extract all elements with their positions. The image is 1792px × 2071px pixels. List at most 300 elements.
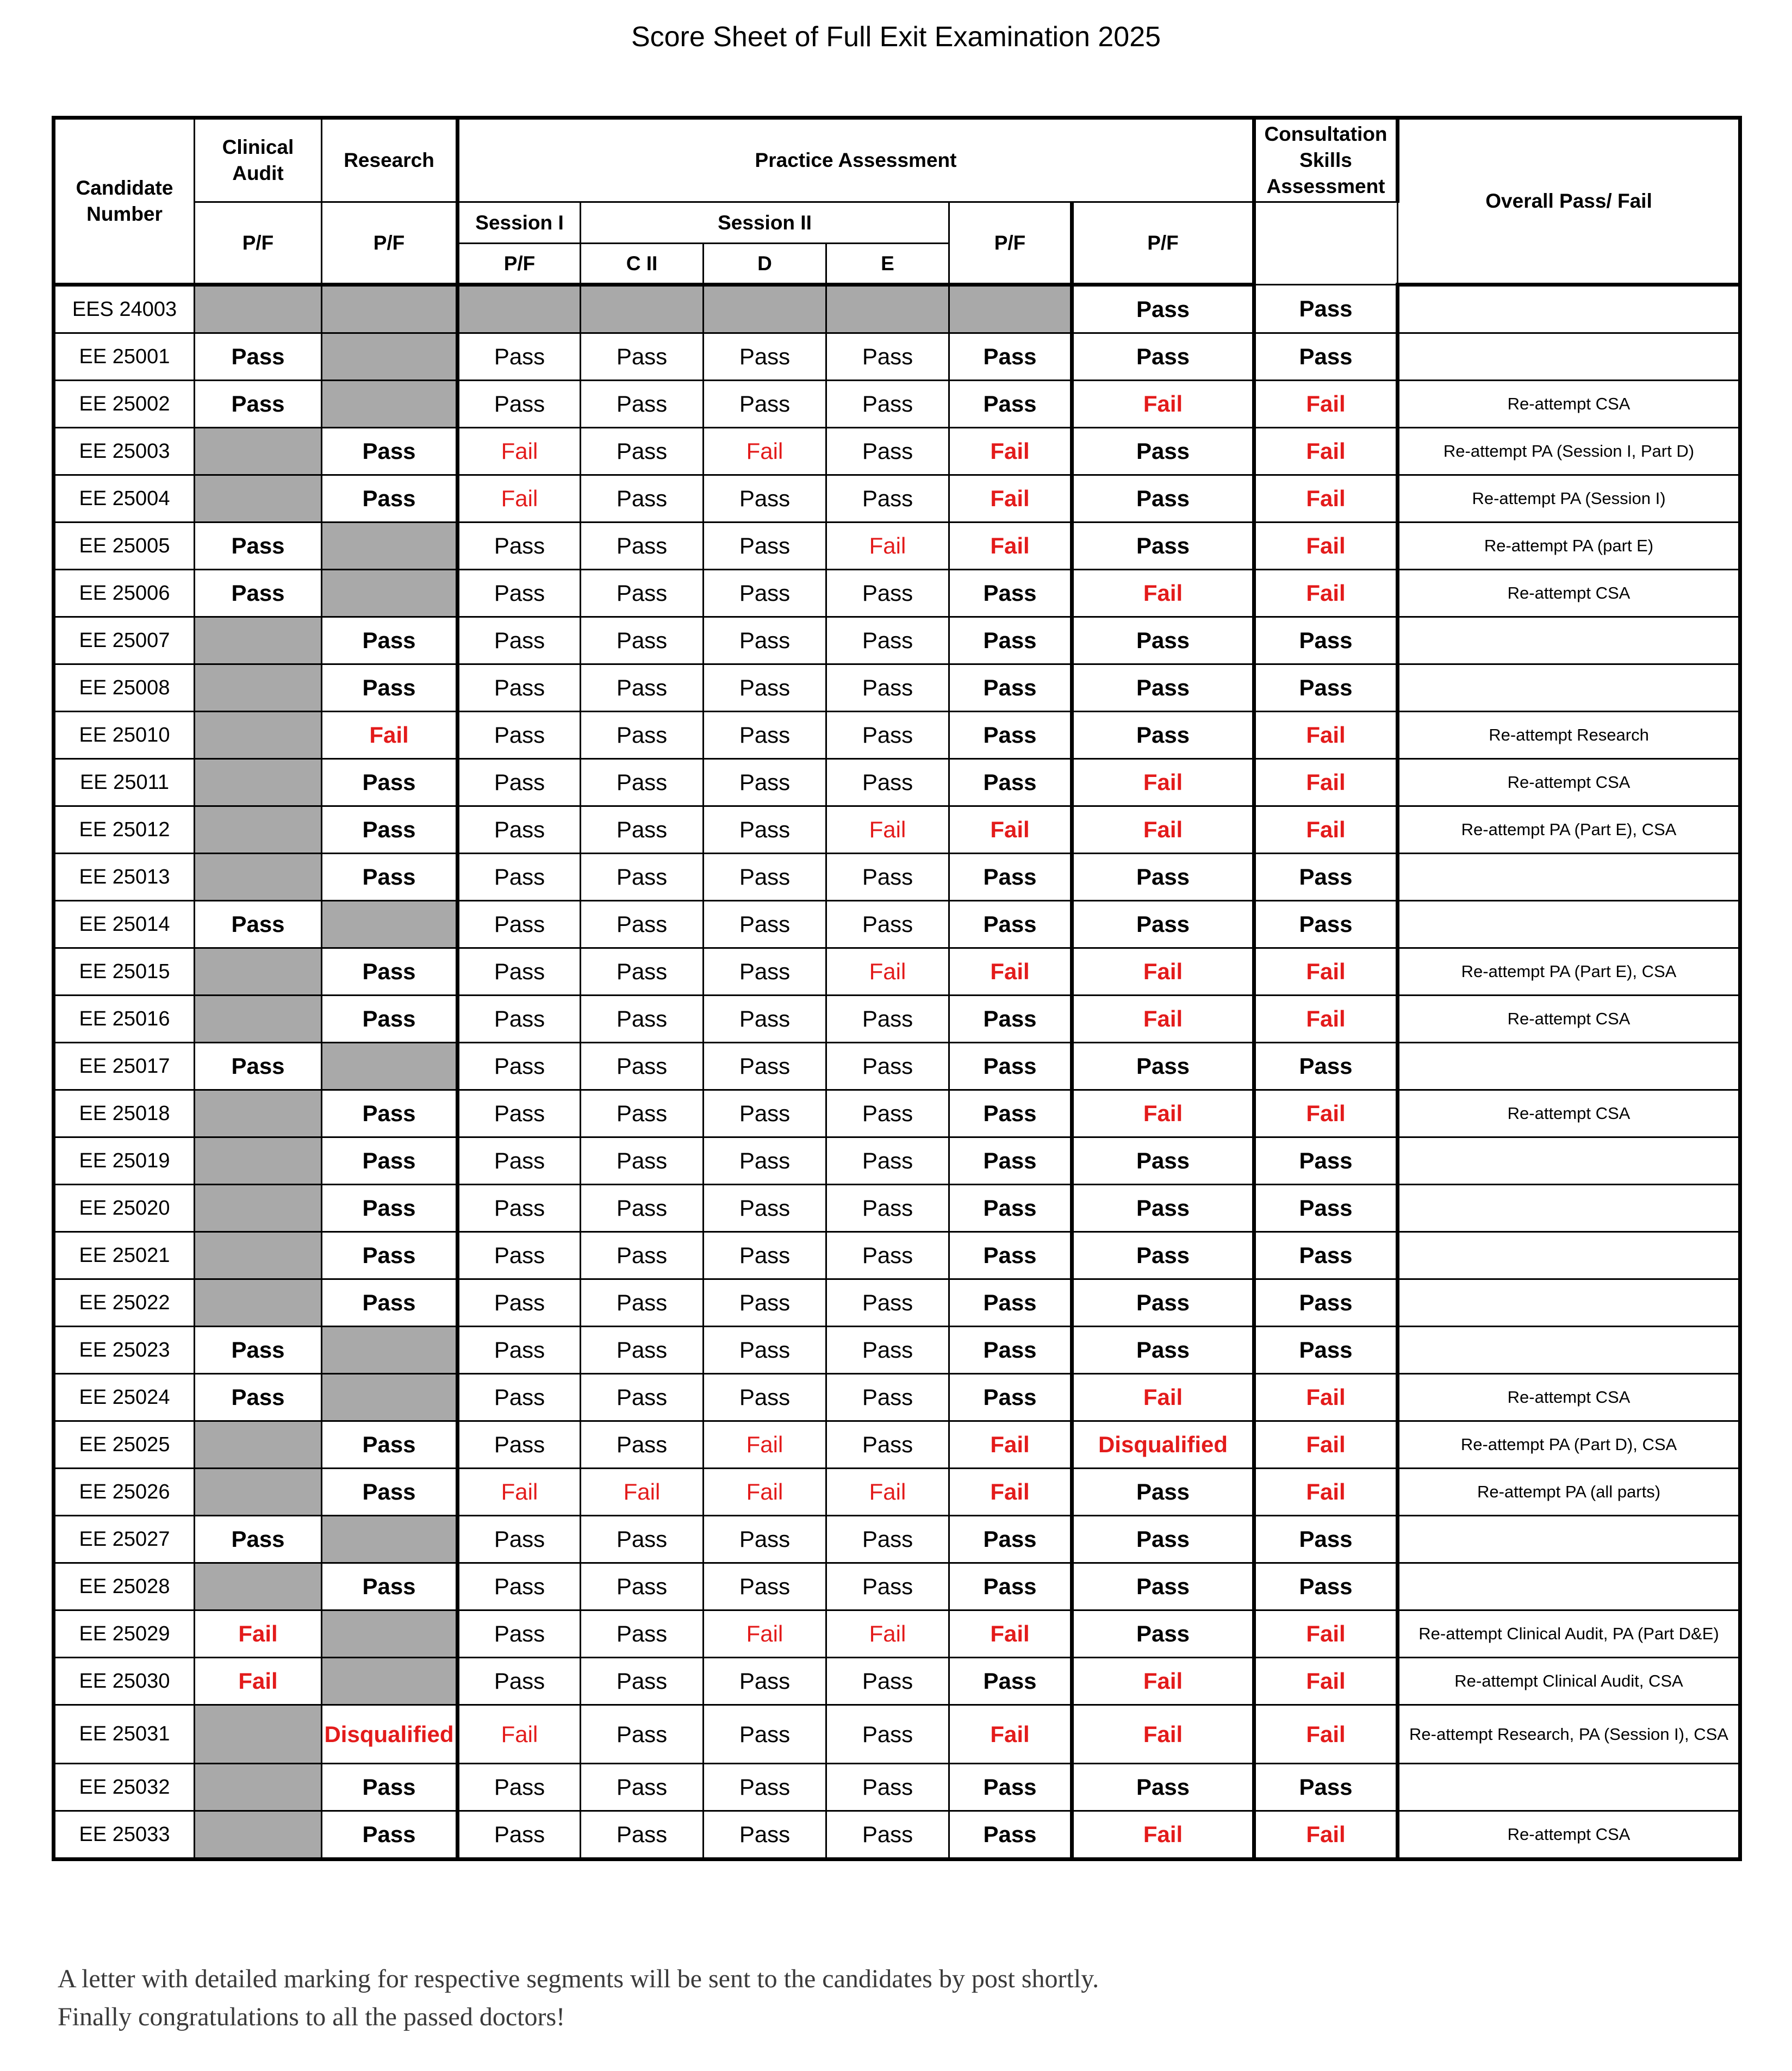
clinical-audit-cell: Pass — [195, 901, 322, 948]
practice-assessment-cell: Pass — [949, 1811, 1072, 1859]
d-cell: Fail — [704, 1610, 826, 1658]
clinical-audit-cell: Fail — [195, 1658, 322, 1705]
table-row — [54, 1137, 1740, 1185]
e-cell: Pass — [826, 996, 949, 1043]
candidate-number-cell: EE 25006 — [54, 570, 195, 617]
session-1-cell: Pass — [458, 523, 581, 570]
clinical-audit-cell — [195, 996, 322, 1043]
research-cell: Pass — [322, 996, 458, 1043]
c2-cell: Pass — [581, 854, 704, 901]
clinical-audit-cell — [195, 1232, 322, 1279]
remarks-cell — [1398, 1764, 1740, 1811]
csa-cell: Pass — [1072, 1327, 1254, 1374]
e-cell: Fail — [826, 523, 949, 570]
practice-assessment-cell: Fail — [949, 475, 1072, 523]
candidate-number-cell: EE 25032 — [54, 1764, 195, 1811]
e-cell: Pass — [826, 381, 949, 428]
table-row — [54, 806, 1740, 854]
table-row — [54, 333, 1740, 381]
overall-cell: Pass — [1254, 1279, 1398, 1327]
practice-assessment-cell: Pass — [949, 1232, 1072, 1279]
session-1-cell: Pass — [458, 1610, 581, 1658]
overall-cell: Pass — [1254, 333, 1398, 381]
csa-cell: Pass — [1072, 1610, 1254, 1658]
e-cell: Pass — [826, 712, 949, 759]
d-cell: Fail — [704, 428, 826, 475]
practice-assessment-cell: Fail — [949, 1469, 1072, 1516]
c2-cell: Pass — [581, 333, 704, 381]
score-table — [52, 116, 1742, 1861]
candidate-number-cell: EE 25021 — [54, 1232, 195, 1279]
header-e: E — [826, 244, 949, 285]
candidate-number-cell: EE 25033 — [54, 1811, 195, 1859]
practice-assessment-cell: Pass — [949, 1137, 1072, 1185]
remarks-cell: Re-attempt PA (Part E), CSA — [1398, 948, 1740, 996]
d-cell: Pass — [704, 759, 826, 806]
d-cell: Fail — [704, 1469, 826, 1516]
table-row — [54, 617, 1740, 664]
remarks-cell: Re-attempt Research — [1398, 712, 1740, 759]
c2-cell: Pass — [581, 1374, 704, 1421]
practice-assessment-cell: Fail — [949, 523, 1072, 570]
session-1-cell: Pass — [458, 1764, 581, 1811]
remarks-cell — [1398, 1232, 1740, 1279]
d-cell: Pass — [704, 570, 826, 617]
clinical-audit-cell: Pass — [195, 570, 322, 617]
overall-cell: Pass — [1254, 1327, 1398, 1374]
clinical-audit-cell — [195, 1185, 322, 1232]
header-candidate-number: Candidate Number — [54, 118, 195, 285]
remarks-cell: Re-attempt PA (part E) — [1398, 523, 1740, 570]
csa-cell: Pass — [1072, 1137, 1254, 1185]
candidate-number-cell: EE 25028 — [54, 1563, 195, 1610]
session-1-cell: Pass — [458, 1421, 581, 1469]
practice-assessment-cell: Pass — [949, 901, 1072, 948]
practice-assessment-cell: Pass — [949, 712, 1072, 759]
header-clinical-audit-pf: P/F — [195, 202, 322, 285]
e-cell: Pass — [826, 475, 949, 523]
overall-cell: Fail — [1254, 806, 1398, 854]
c2-cell: Pass — [581, 806, 704, 854]
practice-assessment-cell: Pass — [949, 333, 1072, 381]
research-cell: Pass — [322, 948, 458, 996]
candidate-number-cell: EE 25001 — [54, 333, 195, 381]
c2-cell: Pass — [581, 1764, 704, 1811]
csa-cell: Pass — [1072, 1185, 1254, 1232]
remarks-cell: Re-attempt CSA — [1398, 759, 1740, 806]
d-cell: Pass — [704, 475, 826, 523]
research-cell: Fail — [322, 712, 458, 759]
session-1-cell: Pass — [458, 759, 581, 806]
candidate-number-cell: EE 25004 — [54, 475, 195, 523]
clinical-audit-cell: Pass — [195, 333, 322, 381]
csa-cell: Pass — [1072, 664, 1254, 712]
c2-cell: Pass — [581, 523, 704, 570]
table-row — [54, 523, 1740, 570]
overall-cell: Pass — [1254, 1043, 1398, 1090]
research-cell: Pass — [322, 1232, 458, 1279]
d-cell: Pass — [704, 1374, 826, 1421]
e-cell: Pass — [826, 1658, 949, 1705]
csa-cell: Pass — [1072, 1043, 1254, 1090]
clinical-audit-cell: Fail — [195, 1610, 322, 1658]
clinical-audit-cell — [195, 948, 322, 996]
session-1-cell: Pass — [458, 1658, 581, 1705]
d-cell: Pass — [704, 1705, 826, 1764]
table-row — [54, 1279, 1740, 1327]
practice-assessment-cell: Pass — [949, 1043, 1072, 1090]
remarks-cell: Re-attempt CSA — [1398, 1374, 1740, 1421]
research-cell — [322, 570, 458, 617]
session-1-cell: Fail — [458, 428, 581, 475]
clinical-audit-cell: Pass — [195, 523, 322, 570]
remarks-cell — [1398, 901, 1740, 948]
session-1-cell: Fail — [458, 1469, 581, 1516]
csa-cell: Disqualified — [1072, 1421, 1254, 1469]
csa-cell: Fail — [1072, 996, 1254, 1043]
d-cell: Pass — [704, 1327, 826, 1374]
score-table-body — [54, 285, 1740, 1859]
table-row — [54, 1327, 1740, 1374]
candidate-number-cell: EE 25020 — [54, 1185, 195, 1232]
e-cell: Pass — [826, 1043, 949, 1090]
research-cell: Pass — [322, 428, 458, 475]
research-cell — [322, 1610, 458, 1658]
remarks-cell: Re-attempt PA (Part D), CSA — [1398, 1421, 1740, 1469]
c2-cell: Pass — [581, 948, 704, 996]
candidate-number-cell: EE 25031 — [54, 1705, 195, 1764]
overall-cell: Pass — [1254, 285, 1398, 333]
table-row — [54, 1563, 1740, 1610]
c2-cell: Pass — [581, 381, 704, 428]
d-cell: Pass — [704, 901, 826, 948]
csa-cell: Pass — [1072, 523, 1254, 570]
overall-cell: Fail — [1254, 948, 1398, 996]
overall-cell: Fail — [1254, 570, 1398, 617]
table-row — [54, 759, 1740, 806]
e-cell: Pass — [826, 1090, 949, 1137]
csa-cell: Pass — [1072, 1764, 1254, 1811]
e-cell: Pass — [826, 570, 949, 617]
table-row — [54, 1811, 1740, 1859]
practice-assessment-cell: Fail — [949, 1610, 1072, 1658]
footer-note: A letter with detailed marking for respective segments will be sent to the candidates by post shortly. — [58, 1964, 1099, 1993]
csa-cell: Fail — [1072, 381, 1254, 428]
table-row — [54, 1185, 1740, 1232]
e-cell: Pass — [826, 759, 949, 806]
header-session-1: Session I — [458, 202, 581, 244]
table-row — [54, 901, 1740, 948]
overall-cell: Fail — [1254, 759, 1398, 806]
overall-cell: Fail — [1254, 1610, 1398, 1658]
c2-cell: Pass — [581, 712, 704, 759]
remarks-cell: Re-attempt PA (Part E), CSA — [1398, 806, 1740, 854]
e-cell: Pass — [826, 901, 949, 948]
csa-cell: Pass — [1072, 1469, 1254, 1516]
candidate-number-cell: EE 25005 — [54, 523, 195, 570]
session-1-cell: Pass — [458, 1185, 581, 1232]
practice-assessment-cell: Pass — [949, 1658, 1072, 1705]
table-row — [54, 1705, 1740, 1764]
session-1-cell: Pass — [458, 664, 581, 712]
research-cell: Pass — [322, 475, 458, 523]
clinical-audit-cell — [195, 1811, 322, 1859]
candidate-number-cell: EE 25010 — [54, 712, 195, 759]
remarks-cell — [1398, 1279, 1740, 1327]
practice-assessment-cell: Fail — [949, 806, 1072, 854]
overall-cell: Fail — [1254, 1374, 1398, 1421]
practice-assessment-cell: Fail — [949, 1421, 1072, 1469]
table-row — [54, 996, 1740, 1043]
c2-cell: Pass — [581, 901, 704, 948]
candidate-number-cell: EE 25008 — [54, 664, 195, 712]
csa-cell: Pass — [1072, 333, 1254, 381]
remarks-cell: Re-attempt Clinical Audit, PA (Part D&E) — [1398, 1610, 1740, 1658]
e-cell: Pass — [826, 1421, 949, 1469]
csa-cell: Pass — [1072, 854, 1254, 901]
clinical-audit-cell: Pass — [195, 1374, 322, 1421]
page-title: Score Sheet of Full Exit Examination 2025 — [631, 21, 1161, 53]
clinical-audit-cell — [195, 1279, 322, 1327]
c2-cell: Pass — [581, 570, 704, 617]
practice-assessment-cell: Pass — [949, 854, 1072, 901]
candidate-number-cell: EE 25022 — [54, 1279, 195, 1327]
d-cell: Pass — [704, 1232, 826, 1279]
c2-cell: Pass — [581, 664, 704, 712]
research-cell — [322, 901, 458, 948]
overall-cell: Fail — [1254, 428, 1398, 475]
e-cell: Pass — [826, 1279, 949, 1327]
session-1-cell: Pass — [458, 333, 581, 381]
d-cell: Pass — [704, 333, 826, 381]
overall-cell: Fail — [1254, 1658, 1398, 1705]
session-1-cell: Fail — [458, 1705, 581, 1764]
d-cell — [704, 285, 826, 333]
table-row — [54, 664, 1740, 712]
candidate-number-cell: EE 25025 — [54, 1421, 195, 1469]
c2-cell: Pass — [581, 475, 704, 523]
session-1-cell: Pass — [458, 996, 581, 1043]
e-cell: Pass — [826, 664, 949, 712]
header-overall: Overall Pass/ Fail — [1398, 118, 1740, 285]
csa-cell: Pass — [1072, 712, 1254, 759]
clinical-audit-cell — [195, 1764, 322, 1811]
session-1-cell: Fail — [458, 475, 581, 523]
e-cell: Pass — [826, 617, 949, 664]
d-cell: Pass — [704, 381, 826, 428]
clinical-audit-cell — [195, 664, 322, 712]
overall-cell: Pass — [1254, 854, 1398, 901]
session-1-cell: Pass — [458, 1137, 581, 1185]
c2-cell: Pass — [581, 1232, 704, 1279]
overall-cell: Pass — [1254, 664, 1398, 712]
c2-cell: Pass — [581, 1043, 704, 1090]
e-cell: Pass — [826, 1563, 949, 1610]
c2-cell: Pass — [581, 1516, 704, 1563]
table-row — [54, 1374, 1740, 1421]
csa-cell: Fail — [1072, 948, 1254, 996]
clinical-audit-cell — [195, 1469, 322, 1516]
remarks-cell: Re-attempt PA (all parts) — [1398, 1469, 1740, 1516]
clinical-audit-cell — [195, 1421, 322, 1469]
remarks-cell: Re-attempt CSA — [1398, 570, 1740, 617]
clinical-audit-cell — [195, 1563, 322, 1610]
practice-assessment-cell: Pass — [949, 1516, 1072, 1563]
remarks-cell: Re-attempt PA (Session I) — [1398, 475, 1740, 523]
candidate-number-cell: EES 24003 — [54, 285, 195, 333]
overall-cell: Fail — [1254, 996, 1398, 1043]
c2-cell: Pass — [581, 1137, 704, 1185]
practice-assessment-cell: Pass — [949, 570, 1072, 617]
session-1-cell: Pass — [458, 381, 581, 428]
research-cell — [322, 381, 458, 428]
remarks-cell: Re-attempt CSA — [1398, 1090, 1740, 1137]
session-1-cell: Pass — [458, 712, 581, 759]
research-cell: Pass — [322, 1421, 458, 1469]
overall-cell: Fail — [1254, 1090, 1398, 1137]
overall-cell: Fail — [1254, 381, 1398, 428]
e-cell: Pass — [826, 1374, 949, 1421]
research-cell — [322, 1374, 458, 1421]
header-d: D — [704, 244, 826, 285]
clinical-audit-cell — [195, 1137, 322, 1185]
session-1-cell: Pass — [458, 901, 581, 948]
e-cell: Pass — [826, 428, 949, 475]
csa-cell: Fail — [1072, 806, 1254, 854]
candidate-number-cell: EE 25003 — [54, 428, 195, 475]
e-cell: Pass — [826, 333, 949, 381]
overall-cell: Fail — [1254, 1811, 1398, 1859]
remarks-cell: Re-attempt Clinical Audit, CSA — [1398, 1658, 1740, 1705]
overall-cell: Fail — [1254, 523, 1398, 570]
e-cell: Pass — [826, 1137, 949, 1185]
remarks-cell: Re-attempt PA (Session I, Part D) — [1398, 428, 1740, 475]
e-cell: Fail — [826, 1610, 949, 1658]
csa-cell: Pass — [1072, 1563, 1254, 1610]
c2-cell: Pass — [581, 1705, 704, 1764]
csa-cell: Pass — [1072, 901, 1254, 948]
research-cell: Pass — [322, 806, 458, 854]
header-practice-assessment: Practice Assessment — [458, 118, 1254, 202]
e-cell: Fail — [826, 806, 949, 854]
remarks-cell — [1398, 1185, 1740, 1232]
csa-cell: Fail — [1072, 1811, 1254, 1859]
c2-cell: Pass — [581, 428, 704, 475]
clinical-audit-cell — [195, 806, 322, 854]
header-session-1-pf: P/F — [458, 244, 581, 285]
header-clinical-audit: Clinical Audit — [195, 118, 322, 202]
d-cell: Pass — [704, 996, 826, 1043]
practice-assessment-cell: Pass — [949, 1185, 1072, 1232]
session-1-cell: Pass — [458, 1811, 581, 1859]
d-cell: Pass — [704, 854, 826, 901]
overall-cell: Fail — [1254, 1705, 1398, 1764]
research-cell: Pass — [322, 759, 458, 806]
remarks-cell — [1398, 1327, 1740, 1374]
d-cell: Pass — [704, 948, 826, 996]
clinical-audit-cell — [195, 759, 322, 806]
session-1-cell: Pass — [458, 1043, 581, 1090]
session-1-cell — [458, 285, 581, 333]
research-cell: Disqualified — [322, 1705, 458, 1764]
header-practice-assessment-pf: P/F — [949, 202, 1072, 285]
candidate-number-cell: EE 25007 — [54, 617, 195, 664]
research-cell — [322, 1327, 458, 1374]
overall-cell: Pass — [1254, 1516, 1398, 1563]
remarks-cell — [1398, 1563, 1740, 1610]
table-row — [54, 570, 1740, 617]
c2-cell: Pass — [581, 996, 704, 1043]
d-cell: Pass — [704, 664, 826, 712]
e-cell: Fail — [826, 948, 949, 996]
practice-assessment-cell: Pass — [949, 1374, 1072, 1421]
overall-cell: Fail — [1254, 712, 1398, 759]
table-row — [54, 1232, 1740, 1279]
clinical-audit-cell: Pass — [195, 1327, 322, 1374]
d-cell: Fail — [704, 1421, 826, 1469]
practice-assessment-cell: Pass — [949, 381, 1072, 428]
table-row — [54, 854, 1740, 901]
e-cell: Pass — [826, 854, 949, 901]
table-row — [54, 1516, 1740, 1563]
header-research: Research — [322, 118, 458, 202]
remarks-cell — [1398, 664, 1740, 712]
csa-cell: Fail — [1072, 1374, 1254, 1421]
e-cell: Fail — [826, 1469, 949, 1516]
research-cell: Pass — [322, 1137, 458, 1185]
session-1-cell: Pass — [458, 1516, 581, 1563]
overall-cell: Pass — [1254, 1764, 1398, 1811]
candidate-number-cell: EE 25016 — [54, 996, 195, 1043]
d-cell: Pass — [704, 617, 826, 664]
practice-assessment-cell: Fail — [949, 428, 1072, 475]
c2-cell: Pass — [581, 1563, 704, 1610]
practice-assessment-cell: Pass — [949, 1279, 1072, 1327]
overall-cell: Pass — [1254, 1232, 1398, 1279]
csa-cell: Fail — [1072, 570, 1254, 617]
csa-cell: Pass — [1072, 1279, 1254, 1327]
csa-cell: Pass — [1072, 1232, 1254, 1279]
c2-cell: Pass — [581, 1327, 704, 1374]
candidate-number-cell: EE 25002 — [54, 381, 195, 428]
candidate-number-cell: EE 25019 — [54, 1137, 195, 1185]
clinical-audit-cell — [195, 1090, 322, 1137]
d-cell: Pass — [704, 806, 826, 854]
research-cell: Pass — [322, 1090, 458, 1137]
d-cell: Pass — [704, 1516, 826, 1563]
research-cell: Pass — [322, 1469, 458, 1516]
research-cell — [322, 333, 458, 381]
candidate-number-cell: EE 25030 — [54, 1658, 195, 1705]
table-row — [54, 285, 1740, 333]
candidate-number-cell: EE 25017 — [54, 1043, 195, 1090]
research-cell — [322, 1658, 458, 1705]
session-1-cell: Pass — [458, 1327, 581, 1374]
research-cell — [322, 1043, 458, 1090]
c2-cell: Pass — [581, 1279, 704, 1327]
remarks-cell — [1398, 854, 1740, 901]
table-row — [54, 1043, 1740, 1090]
practice-assessment-cell: Fail — [949, 948, 1072, 996]
header-research-pf: P/F — [322, 202, 458, 285]
practice-assessment-cell: Pass — [949, 1090, 1072, 1137]
c2-cell: Pass — [581, 1421, 704, 1469]
remarks-cell: Re-attempt Research, PA (Session I), CSA — [1398, 1705, 1740, 1764]
practice-assessment-cell: Pass — [949, 617, 1072, 664]
header-session-2: Session II — [581, 202, 949, 244]
clinical-audit-cell — [195, 1705, 322, 1764]
csa-cell: Fail — [1072, 759, 1254, 806]
